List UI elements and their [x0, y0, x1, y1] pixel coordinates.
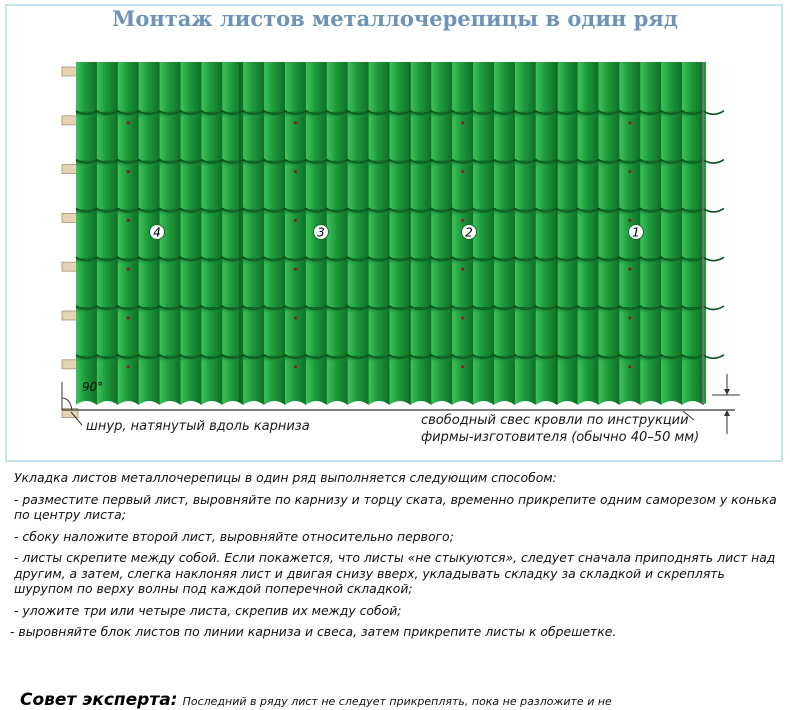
overhang-label-line2: фирмы-изготовителя (обычно 40–50 мм): [421, 430, 700, 445]
sheet-number-2: 2: [465, 225, 473, 240]
screw: [461, 170, 464, 173]
screw: [127, 121, 130, 124]
sheet-marker-2: [462, 225, 477, 240]
instruction-step-4: - уложите три или четыре листа, скрепив их между собой;: [14, 602, 402, 618]
screw: [628, 219, 631, 222]
screw: [294, 121, 297, 124]
screw: [294, 316, 297, 319]
page-title: Монтаж листов металлочерепицы в один ряд: [112, 6, 678, 31]
screw: [294, 268, 297, 271]
instruction-step-3: - листы скрепите между собой. Если покажется, что листы «не стыкуются», следует сначала приподнять лист над другим, а затем, слегка наклоняя лист и двигая снизу вверх, укладывать складку за складкой и скреплять шурупом по верху волны под каждой поперечной складкой;: [14, 550, 776, 596]
sheet-marker-1: [629, 225, 644, 240]
tip-text: Последний в ряду лист не следует прикреплять, пока не разложите и не: [182, 695, 612, 708]
batten-end: [62, 116, 78, 125]
screw: [294, 365, 297, 368]
screw: [628, 121, 631, 124]
screw: [628, 316, 631, 319]
screw: [461, 365, 464, 368]
screw: [461, 219, 464, 222]
batten-end: [62, 311, 78, 320]
sheet-step-shadow: [76, 258, 703, 264]
sheet-marker-4: [150, 225, 165, 240]
tip-label: Совет эксперта:: [20, 690, 178, 710]
screw: [628, 365, 631, 368]
sheet-step-shadow: [76, 112, 703, 118]
sheet-step-shadow: [76, 209, 703, 215]
instructions: [10, 470, 784, 646]
screw: [461, 268, 464, 271]
overhang-arrowhead-top: [724, 389, 730, 395]
screw: [628, 170, 631, 173]
instruction-step-1: - разместите первый лист, выровняйте по карнизу и торцу ската, временно прикрепите одним саморезом у конька по центру листа;: [14, 491, 777, 522]
sheet-number-4: 4: [153, 225, 161, 240]
batten-end: [62, 213, 78, 222]
instructions-intro: Укладка листов металлочерепицы в один ряд выполняется следующим способом:: [14, 470, 557, 485]
batten-end: [62, 67, 78, 76]
screw: [294, 219, 297, 222]
sheet-bottom-edge: [76, 401, 724, 407]
angle-label: 90°: [82, 380, 104, 394]
overhang-arrowhead-bottom: [724, 410, 730, 416]
screw: [461, 316, 464, 319]
sheet-step-shadow: [76, 161, 703, 167]
cord-label: шнур, натянутый вдоль карниза: [86, 419, 310, 434]
sheet-number-3: 3: [317, 225, 325, 240]
screw: [461, 121, 464, 124]
screw: [127, 219, 130, 222]
screw: [127, 170, 130, 173]
screw: [628, 268, 631, 271]
screw: [127, 365, 130, 368]
batten-end: [62, 165, 78, 174]
sheet-step-shadow: [76, 356, 703, 362]
screw: [127, 268, 130, 271]
batten-end: [62, 262, 78, 271]
screw: [294, 170, 297, 173]
sheet-number-1: 1: [632, 225, 640, 240]
sheet-step-shadow: [76, 307, 703, 313]
batten-end: [62, 360, 78, 369]
overhang-label-line1: свободный свес кровли по инструкции: [421, 413, 689, 428]
battens: [62, 67, 78, 418]
expert-tip: [20, 690, 790, 710]
instruction-step-2: - сбоку наложите второй лист, выровняйте относительно первого;: [14, 528, 454, 544]
sheet-marker-3: [314, 225, 329, 240]
instruction-step-5: - выровняйте блок листов по линии карниза и свеса, затем прикрепите листы к обрешетке.: [10, 624, 617, 639]
screw: [127, 316, 130, 319]
